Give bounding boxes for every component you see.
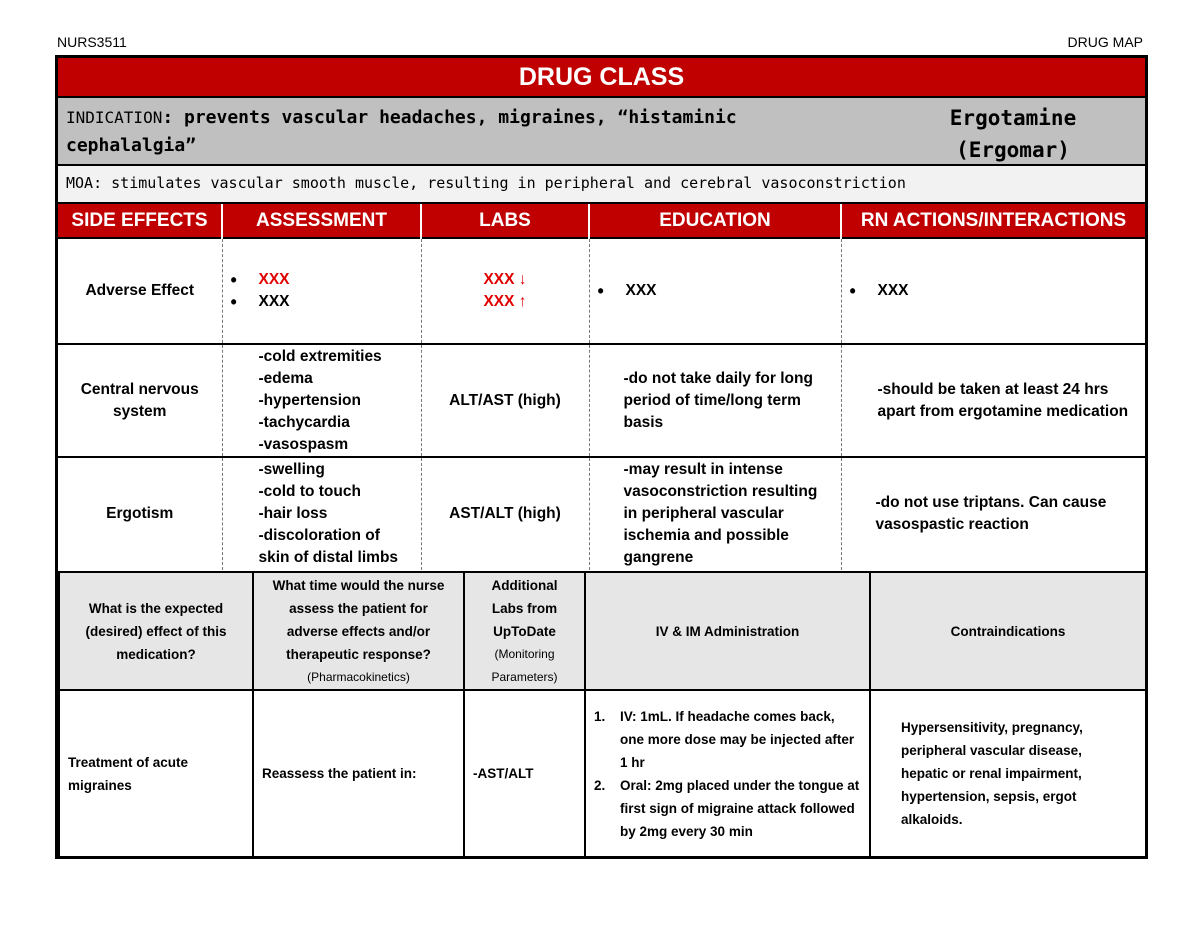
- rn-actions-cell: -should be taken at least 24 hrs apart from ergotamine medication: [841, 344, 1145, 457]
- list-text: Oral: 2mg placed under the tongue at first sign of migraine attack followed by 2mg every 30 min: [620, 777, 860, 839]
- indication-value: : prevents vascular headaches, migraines, “histaminic cephalalgia”: [66, 107, 737, 156]
- assessment-cell: [222, 457, 421, 570]
- indication-row: [58, 96, 1145, 166]
- list-number: 1.: [594, 708, 606, 724]
- drug-name-block: [888, 102, 1138, 166]
- rn-actions-cell: [841, 238, 1145, 344]
- additional-labs-note: (Monitoring Parameters): [491, 646, 558, 684]
- expected-effect-answer: Treatment of acute migraines: [59, 690, 253, 857]
- assess-time-text: What time would the nurse assess the patient for adverse effects and/or therapeutic response?: [272, 577, 445, 662]
- rn-actions-cell: -do not use triptans. Can cause vasospastic reaction: [841, 457, 1145, 570]
- list-item: -tachycardia: [258, 413, 350, 431]
- list-item: -cold extremities: [258, 347, 382, 365]
- labs-cell: AST/ALT (high): [421, 457, 589, 570]
- list-item: [594, 705, 861, 774]
- lab-value: XXX ↑: [483, 293, 527, 310]
- list-item: -vasospasm: [258, 435, 349, 453]
- additional-labs-question: [464, 572, 585, 690]
- answer-row: [59, 690, 1146, 857]
- side-effect-cell: Adverse Effect: [58, 238, 222, 344]
- labs-cell: ALT/AST (high): [421, 344, 589, 457]
- labs-cell: [421, 238, 589, 344]
- side-effects-table: [58, 204, 1145, 570]
- education-cell: -do not take daily for long period of time/long term basis: [589, 344, 841, 457]
- list-item: -discoloration of skin of distal limbs: [258, 527, 399, 566]
- indication-text: [66, 104, 876, 160]
- education-cell: -may result in intense vasoconstriction resulting in peripheral vascular ischemia and possible gangrene: [589, 457, 841, 570]
- lab-value: XXX ↓: [483, 271, 527, 288]
- col-labs: LABS: [421, 204, 589, 238]
- iv-im-question: IV & IM Administration: [585, 572, 870, 690]
- contraindications-question: Contraindications: [870, 572, 1146, 690]
- education-cell: [589, 238, 841, 344]
- additional-labs-text: Additional Labs from UpToDate: [491, 577, 558, 639]
- list-item: -hypertension: [258, 391, 361, 409]
- table-row: [58, 457, 1145, 570]
- list-item: • XXX: [848, 280, 1140, 302]
- drug-name: Ergotamine: [949, 106, 1077, 130]
- list-item: • XXX: [229, 291, 415, 313]
- iv-im-answer: [585, 690, 870, 857]
- drug-map-sheet: [55, 55, 1148, 859]
- assess-time-note: (Pharmacokinetics): [307, 669, 410, 684]
- drug-brand: (Ergomar): [956, 138, 1070, 162]
- table-row: [58, 238, 1145, 344]
- assessment-cell: [222, 238, 421, 344]
- course-code: NURS3511: [57, 34, 127, 50]
- table-row: [58, 344, 1145, 457]
- list-item: -hair loss: [258, 505, 328, 522]
- list-text: IV: 1mL. If headache comes back, one more dose may be injected after 1 hr: [620, 708, 855, 770]
- assessment-cell: [222, 344, 421, 457]
- expected-effect-question: What is the expected (desired) effect of this medication?: [59, 572, 253, 690]
- drug-class-title: DRUG CLASS: [58, 58, 1145, 96]
- col-assessment: ASSESSMENT: [222, 204, 421, 238]
- list-number: 2.: [594, 777, 606, 793]
- col-education: EDUCATION: [589, 204, 841, 238]
- list-item: -cold to touch: [258, 483, 361, 500]
- list-item: -edema: [258, 369, 313, 387]
- assess-time-question: [253, 572, 464, 690]
- indication-label: INDICATION: [66, 108, 163, 127]
- table-header-row: [58, 204, 1145, 238]
- col-rn-actions: RN ACTIONS/INTERACTIONS: [841, 204, 1145, 238]
- additional-labs-answer: -AST/ALT: [464, 690, 585, 857]
- side-effect-cell: Ergotism: [58, 457, 222, 570]
- list-item: -swelling: [258, 461, 325, 478]
- col-side-effects: SIDE EFFECTS: [58, 204, 222, 238]
- document-type: DRUG MAP: [1067, 34, 1143, 50]
- contraindications-answer: Hypersensitivity, pregnancy, peripheral vascular disease, hepatic or renal impairment, hypertension, sepsis, ergot alkaloids.: [870, 690, 1146, 857]
- summary-table: [58, 571, 1147, 858]
- list-item: • XXX: [229, 269, 415, 291]
- moa-row: MOA: stimulates vascular smooth muscle, resulting in peripheral and cerebral vasoconstriction: [58, 166, 1145, 204]
- side-effect-cell: Central nervous system: [58, 344, 222, 457]
- assess-time-answer: Reassess the patient in:: [253, 690, 464, 857]
- list-item: • XXX: [596, 280, 835, 302]
- list-item: [594, 774, 861, 843]
- question-row: [59, 572, 1146, 690]
